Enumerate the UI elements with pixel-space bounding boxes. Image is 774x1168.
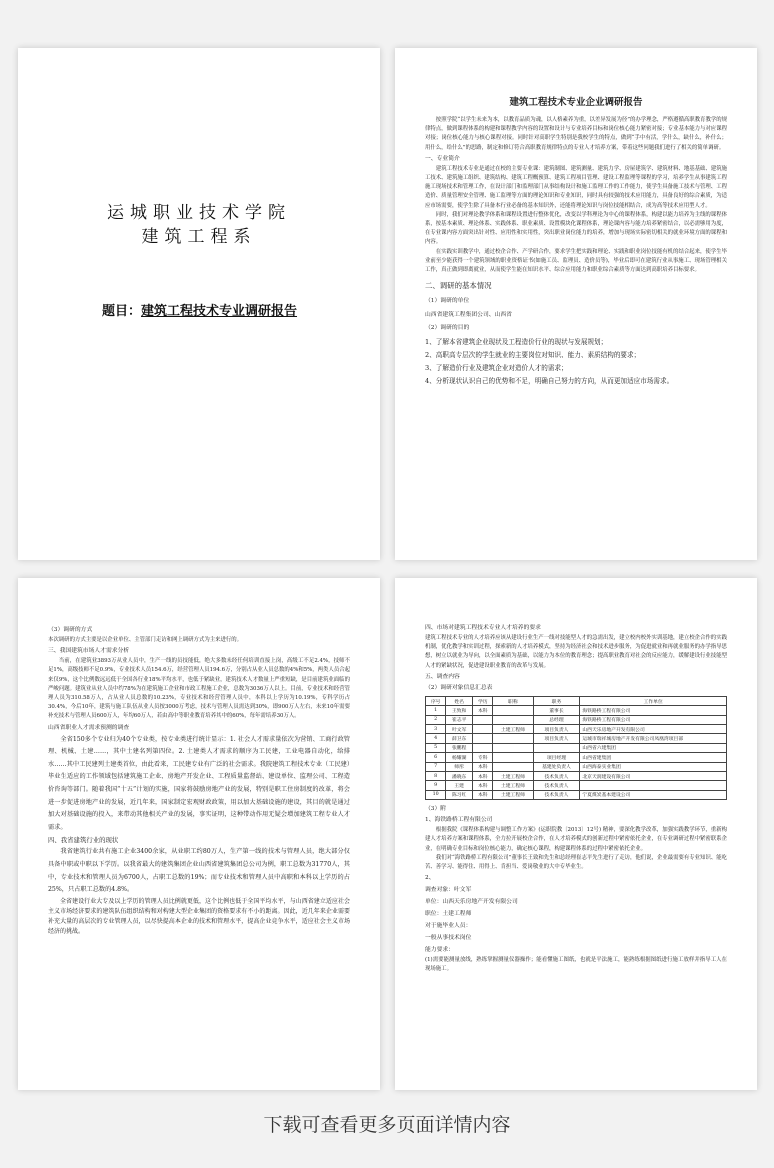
table-cell: 王致和 [446, 706, 473, 715]
ability-label: 能力要求： [425, 947, 454, 954]
goal-item: 3、了解造价行业及建筑企业对造价人才的需求； [425, 363, 568, 372]
table-row [426, 743, 727, 752]
table-cell: 陈习红 [446, 790, 473, 799]
table-header: 序号 [426, 696, 446, 705]
section-heading: 五、调查内容 [425, 673, 460, 680]
table-cell [493, 734, 533, 743]
table-cell: 项目经理 [533, 753, 580, 762]
report-page-3 [18, 578, 380, 1090]
table-cell: 山西天乐房地产开发有限公司 [580, 724, 727, 733]
table-cell: 山西海泰实业集团 [580, 762, 727, 771]
survey-title: 职位：土建工程师 [425, 911, 472, 918]
section-heading: 一、专业简介 [425, 155, 460, 162]
table-cell: 运城市瑞祥城房地产开发有限公司凤凰湾项目部 [580, 734, 727, 743]
table-cell: 土建工程师 [493, 781, 533, 790]
paragraph: 建筑工程技术专业的人才培养应该从建设行业生产一线对技能型人才的急需出发，建立校内校外实训基地，建立校企合作的实践机制，优化教学和实训过程，探索新的人才培养模式，坚持为经济社会和技术进步服务，为促进就业和再就业服务的办学指导思想，树立以就业为导向，以全面素质为基础，以能力为本位的教育理念；提高职业教育对社会的反应能力，缓解建设行业技能型人才的紧缺状况，促进建设职业教育的改革与发展。 [425, 635, 727, 669]
table-cell [493, 762, 533, 771]
table-row [426, 753, 727, 762]
table-header: 职称 [493, 696, 533, 705]
report-page-2 [395, 48, 757, 560]
table-cell: 技术负责人 [533, 790, 580, 799]
download-more-prompt[interactable]: 下载可查看更多页面详情内容 [263, 1114, 511, 1136]
table-cell: 土建工程师 [493, 790, 533, 799]
table-cell: 4 [426, 734, 446, 743]
table-body [426, 706, 727, 800]
table-cell: 董事长 [533, 706, 580, 715]
table-cell [533, 743, 580, 752]
table-cell [493, 715, 533, 724]
section-heading: 山西省职业人才需求预测的调查 [48, 724, 130, 731]
table-cell [580, 781, 727, 790]
paragraph: 全省建设行业大专及以上学历的管理人员比例就更低，这个比例也低于全国平均水平，与山西省建立适应社会主义市场经济要求的建筑队伍组织结构和对构建大型企业集团的资格要求有不小的距离。因此，近几年来企业需要补充大量的高层次的专业管理人员，以尽快提高本企业的技术和管理水平，提高企业竞争水平，适应社会主义市场经济的挑战。 [48, 897, 350, 935]
paragraph: 在实践实训教学中，通过校企合作、产学研合作，要求学生把实践和理论、实践和职业岗位技能有机的结合起来，使学生毕业前至少能获得一个建筑领域的职业资格证书(如施工员、监理员、造价员等)，毕业后即可在建筑行业从事施工、现场管理相关工作，真正做到即离就业，从而使学生能在知识水平、综合应用能力和职业综合素质等方面达到高职培养目标要求。 [425, 248, 727, 274]
survey-object: 调查对象：叶文军 [425, 887, 472, 894]
table-cell: 7 [426, 762, 446, 771]
table-row [426, 781, 727, 790]
table-cell: 宁夏煤炭基本建设公司 [580, 790, 727, 799]
table-cell: 基建处负责人 [533, 762, 580, 771]
table-cell: 潘晓东 [446, 771, 473, 780]
table-header: 职务 [533, 696, 580, 705]
paragraph: 当前，在建筑业3893万从业人员中，生产一线的员技能低，绝大多数未经任何培训直接上岗，高级工不足2.4%，技师不足1%，高级技师不足0.9%，专业技术人员154.6万，经营管理人员194.6万，分别占从业人员总数的4%和5%，两类人员合起来仅9%，这个比例数远远低于全国各行业18%平均水平，也低于紧缺业，建筑技术人才数量上严重短缺，是目前建筑业面临的严峻问题。建筑业从业人员中约78%为在建筑施工企业和市政工程施工企业，总数为3036万人以上。目前，专业技术和经营管理人员为310.58万人，占从业人员总数的10.23%，专业技术和经营管理人员中，本科以上学历为10.19%，专科学历占30.4%，今后10年，建筑与施工队伍从业人员按3000万考虑，技术与管理人员需达到30%，即900万人左右，未来10年需要补充技术与管理人员600万人，年均60万人，若由高中等职业教育培养其中的60%，每年需培养30万人。 [48, 658, 351, 720]
cover-topic-prefix: 题目： [102, 304, 142, 319]
position: 一般从事技术岗位 [425, 935, 472, 942]
table-cell: 9 [426, 781, 446, 790]
table-cell [493, 706, 533, 715]
subsection-heading: （3）附 [425, 806, 447, 813]
table-cell: 北京天润建设有限公司 [580, 771, 727, 780]
table-header: 工作单位 [580, 696, 727, 705]
table-row [426, 734, 727, 743]
report-page-4 [395, 578, 757, 1090]
table-cell [473, 715, 493, 724]
subsection-heading: （1）调研的单位 [425, 298, 470, 305]
table-cell: 张鹏程 [446, 743, 473, 752]
table-cell: 海铁路桥工程有限公司 [580, 715, 727, 724]
paragraph: 本次调研的方式主要是以企业单位、主管部门走访和网上调研方式为主来进行的。 [48, 637, 243, 643]
table-cell: 技术负责人 [533, 771, 580, 780]
goal-item: 2、高职高专层次的学生就业的主要岗位对知识、能力、素质结构的要求； [425, 350, 641, 359]
table-header-row [426, 696, 727, 705]
table-row [426, 724, 727, 733]
subsection-heading: （2）调研对象信息汇总表 [425, 684, 493, 691]
section-heading: 二、调研的基本情况 [425, 281, 492, 291]
table-cell: 3 [426, 724, 446, 733]
paragraph: 建筑工程技术专业是通过在校的主要专业课：建筑制图、建筑测量、建筑力学、房屋建筑学、建筑材料、地基基础、建筑施工技术、建筑施工组织、建筑结构、建筑工程概预算、建筑工程项目管理、建设工程监理等课程的学习，培养学生从事建筑工程施工现场技术和管理工作，在设计部门和监理部门从事结构设计和施工监理工作的工作能力，使学生具备施工技术与管理、工程造价、质量管理安全管理、施工监理等方面的理论知识和专业知识，同时具有较强的技术应用能力，具备良好的综合素质，为适应市场需要，使学生除了具备本行业必备的基本知识外，还能将理论知识与岗位技能相结合，成为高等技术应用型人才。 [425, 165, 727, 209]
subsection-heading: （2）调研的目的 [425, 325, 470, 332]
goal-item: 1、了解本省建筑企业现状及工程造价行业的现状与发展规划； [425, 337, 608, 346]
table-cell: 项目负责人 [533, 724, 580, 733]
table-row [426, 790, 727, 799]
table-cell: 土建工程师 [493, 771, 533, 780]
table-cell: 崔志平 [446, 715, 473, 724]
table-cell: 杨耀湖 [446, 753, 473, 762]
table-cell: 本科 [473, 771, 493, 780]
subsection-heading: （3）调研的方式 [48, 627, 93, 633]
table-header: 姓名 [446, 696, 473, 705]
table-cell: 项目负责人 [533, 734, 580, 743]
table-cell: 叶文军 [446, 724, 473, 733]
table-cell: 薛卫东 [446, 734, 473, 743]
goal-item: 4、分析现状认识自己的优势和不足，明确自己努力的方向，从而更加适应市场需求。 [425, 376, 674, 385]
table-cell: 土建工程师 [493, 724, 533, 733]
company-heading: 1、海铁路桥工程有限公司 [425, 817, 493, 824]
survey-unit: 单位：山西天乐房地产开发有限公司 [425, 899, 518, 906]
table-cell: 2 [426, 715, 446, 724]
paragraph: 全省150多个专业归为40个专业类，按专业类进行统计显示：1. 社会人才需求量依次为营销、工商行政管理、机械、土建……，其中土建名列第四位。2. 土建类人才需求的顺序为工民建，工业电器自动化，给排水……其中工民建列土建类首位，由此看来，工民建专业有广泛的社会需求。我院建筑工程技术专业（工民建）毕业生适应的工作领域包括建筑施工企业、房地产开发企业、工程质量监督站、建设单位、监理公司、工程造价咨询等部门。随着我国“十五”计划的实施，国家将鼓励房地产业的发展，特别是职工住房制度的改革，将会进一步促进房地产业的发展，近几年来，国家制定宏观财政政策，用以加大基础设施的建设，其目的就是通过加大对基础设施的投入，来带动其他相关产业的发展，事实证明，这种带动作用无疑会增加建筑工程专业人才需求。 [48, 735, 350, 831]
table-cell [493, 753, 533, 762]
position-label: 对于施毕业人员： [425, 923, 472, 930]
section-heading: 四、我省建筑行业的现状 [48, 836, 119, 845]
table-cell: 技术负责人 [533, 781, 580, 790]
table-cell: 本科 [473, 706, 493, 715]
table-cell [473, 734, 493, 743]
table-header: 学历 [473, 696, 493, 705]
table-cell: 王建 [446, 781, 473, 790]
paragraph: 同时，我们对理论教学体系和课程设置进行整体优化，改变以学科理论为中心的课程体系，构建以能力培养为主线的课程体系，按基本素质、理论体系、实践体系、职业素质、设置模块化课程体系，理论课内容与能力培养紧密结合，以必需够用为度，在专业课内容方面突出针对性、应用性和实用性，突出职业岗位能力的培养，增加与现场实际密切相关的就业环境方面的课程和内容。 [425, 211, 727, 246]
table-cell: 山西省建集团 [580, 753, 727, 762]
list-number: 2、 [425, 875, 435, 882]
report-title: 建筑工程技术专业企业调研报告 [509, 97, 643, 108]
table-cell [473, 724, 493, 733]
cover-department-name: 建筑工程系 [141, 227, 257, 247]
table-row [426, 771, 727, 780]
table-cell: 10 [426, 790, 446, 799]
survey-units: 山西省建筑工程集团公司、山西省 [425, 311, 512, 318]
cover-topic-title: 建筑工程技术专业调研报告 [141, 304, 298, 319]
cover-school-name: 运城职业技术学院 [107, 203, 291, 223]
cover-topic [102, 300, 360, 319]
cover-page [18, 48, 380, 560]
table-cell: 本科 [473, 790, 493, 799]
section-heading: 四、市场对建筑工程技术专业人才培养的要求 [425, 625, 541, 631]
table-row [426, 715, 727, 724]
paragraph: 我们对“海铁路桥工程有限公司”董事长王致和先生和总经理崔志平先生进行了走访，他们说，企业最需要有专业知识、能吃苦、善学习、能得住、用得上、肯担当、爱岗敬业的大中专毕业生。 [425, 854, 728, 870]
table-cell: 6 [426, 753, 446, 762]
section-heading: 三、我国建筑市场人才需求分析 [48, 648, 130, 655]
table-cell: 本科 [473, 781, 493, 790]
table-cell: 5 [426, 743, 446, 752]
intro-paragraph: 按照学院“以学生未来为本，以教育品质为魂，以人格素养为重，以差异发展为径”的办学理念，严格遵循高职教育教学的规律特点，做到课程体系的构建和课程教学内容的设置和设计与专业培养目标和岗位核心能力紧密对接；专业基本能力与对应课程对接；岗位核心能力与核心课程对接。同时针对高职学生特别是我校学生的特点，做到“手中有活，学什么，缺什么，补什么；用什么，给什么”的思路，制定和修订符合高职教育规律特点的专业人才培养方案，带着这些问题我们进行了相关的简单调研。 [425, 117, 728, 151]
survey-info-table [425, 696, 727, 800]
table-row [426, 706, 727, 715]
table-cell: 海铁路桥工程有限公司 [580, 706, 727, 715]
paragraph: 我省建筑行业共有施工企业3400余家，从业职工约80万人，生产第一线的技术与管理人员，绝大部分仅具备中职或中职以下学历。以我省最大的建筑集团企业山西省建筑集团总公司为例，职工总数为31770人，其中，专业技术和管理人员为6700人，占职工总数的19%；而专业技术和管理人员中高职和本科以上学历的占25%，只占职工总数的4.8%。 [48, 848, 350, 894]
table-cell [493, 743, 533, 752]
table-cell: 总经理 [533, 715, 580, 724]
table-cell: 1 [426, 706, 446, 715]
table-cell: 本科 [473, 762, 493, 771]
table-cell [473, 743, 493, 752]
table-cell: 专科 [473, 753, 493, 762]
paragraph: 根据我院《课程体系构建与调整工作方案》(运职院教〔2013〕12号) 精神，要深化教学改革，加强实践教学环节，重新构建人才培养方案和课程体系，全力拉开展校企合作，在人才培养模式的创新过程中紧密依托企业，在专业调研过程中紧密联系企业，在明确专业目标和岗位核心能力，确定核心课程，构建课程体系的过程中紧密依托企业。 [425, 827, 727, 852]
table-cell: 师彤 [446, 762, 473, 771]
table-cell: 8 [426, 771, 446, 780]
table-row [426, 762, 727, 771]
ability-detail: (1)需要能测量放线，熟练掌握测量仪器操作；能看懂施工图纸，也就是平法施工，能熟练根据图纸进行施工放样并指导工人在现场施工。 [425, 957, 727, 973]
table-cell: 山西省六建集团 [580, 743, 727, 752]
